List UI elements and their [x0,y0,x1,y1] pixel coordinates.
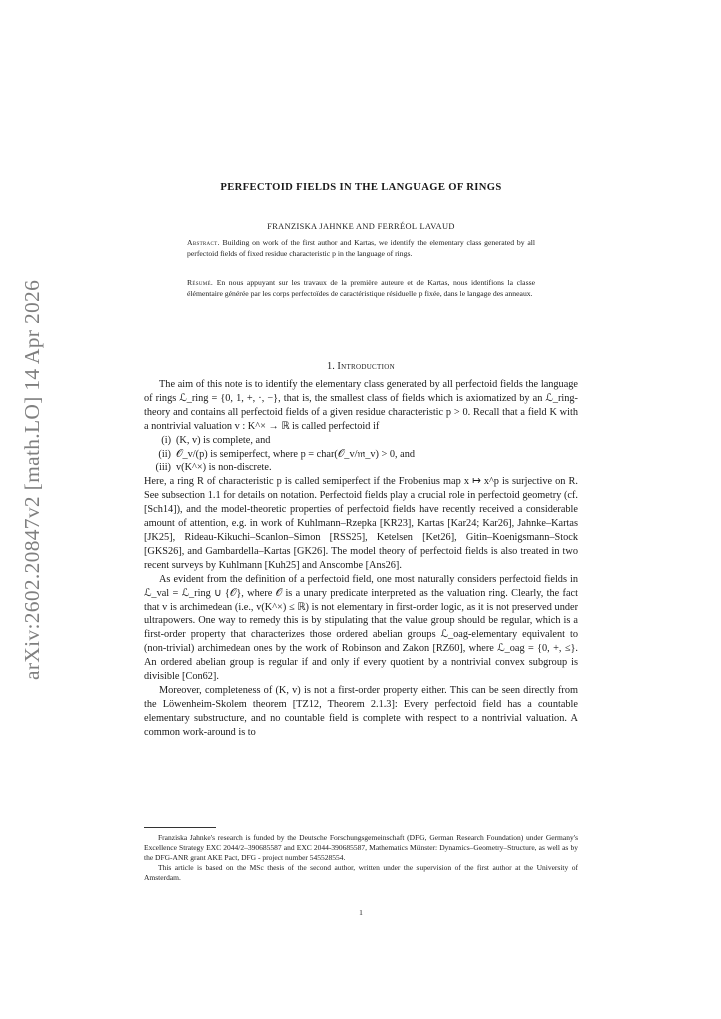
footnotes [144,827,578,883]
paragraph-1: The aim of this note is to identify the elementary class generated by all perfectoid fields the language of rings ℒ_ring = {0, 1, +, ·, −}, that is, the smallest class of fields which is axiomatized by an ℒ_ring-theory and contains all perfectoid fields of a given residue characteristic p > 0. Recall that a field K with a nontrivial valuation v : K^× → ℝ is called perfectoid if [144,379,578,432]
list-item-number: (i) [161,434,171,446]
definition-list [144,434,578,476]
footnote-thesis: This article is based on the MSc thesis of the second author, written under the supervision of the first author at the University of Amsterdam. [144,862,578,882]
resume-text: En nous appuyant sur les travaux de la première auteure et de Kartas, nous identifions la classe élémentaire générée par les corps perfectoïdes de caractéristique résiduelle p fixée, dans le langage des anneaux. [187,278,535,298]
list-item-number: (ii) [158,448,171,460]
abstract-label: Abstract. [187,238,220,247]
list-item-text: 𝒪_v/(p) is semiperfect, where p = char(𝒪_v/𝔪_v) > 0, and [176,448,416,460]
paragraph-4: Moreover, completeness of (K, v) is not a first-order property either. This can be seen directly from the Löwenheim-Skolem theorem [TZ12, Theorem 2.1.3]: Every perfectoid field has a countable elementary substructure, and no countable field is complete with respect to a nontrivial valuation. A common work-around is to [144,684,578,738]
list-item [144,434,578,448]
paragraph-3: As evident from the definition of a perfectoid field, one most naturally considers perfectoid fields in ℒ_val = ℒ_ring ∪ {𝒪}, where 𝒪 is a unary predicate interpreted as the valuation ring. Clearly, the fact that v is archimedean (i.e., v(K^×) ≤ ℝ) is not elementary in first-order logic, as it is not preserved under ultrapowers. One way to remedy this is by stipulating that the value group should be regular, which is a first-order property that characterizes those ordered abelian groups ℒ_oag-elementary equivalent to (non-trivial) archimedean ones by the work of Robinson and Zakon [RZ60], where ℒ_oag = {0, +, ≤}. An ordered abelian group is regular if and only if every quotient by a nontrivial convex subgroup is divisible [Con62]. [144,573,578,683]
paragraph-2: Here, a ring R of characteristic p is called semiperfect if the Frobenius map x ↦ x^p is surjective on R. See subsection 1.1 for details on notation. Perfectoid fields play a crucial role in perfectoid geometry (cf. [Sch14]), and the model-theoretic properties of perfectoid fields have recently received a considerable amount of attention, e.g. in work of Kuhlmann–Rzepka [KR23], Kartas [Kar24; Kar26], Jahnke–Kartas [JK25], Rideau-Kikuchi–Scanlon–Simon [RSS25], Ketelsen [Ket26], Gitin–Koenigsmann–Stock [GKS26], and Gambardella–Kartas [GK26]. The model theory of perfectoid fields is also treated in two recent surveys by Kuhlmann [Kuh25] and Anscombe [Ans26]. [144,476,578,571]
list-item [144,448,578,462]
paper-authors: FRANZISKA JAHNKE AND FERRÉOL LAVAUD [267,222,455,231]
abstract-text: Building on work of the first author and Kartas, we identify the elementary class generated by all perfectoid fields of fixed residue characteristic p in the language of rings. [187,238,536,258]
list-item [144,461,578,475]
section-number: 1. [327,361,335,372]
resume-label: Résumé. [187,278,214,287]
page-number: 1 [359,908,363,917]
section-heading [144,360,578,374]
footnote-rule [144,827,216,828]
abstract-french [187,278,535,300]
list-item-text: (K, v) is complete, and [176,434,271,446]
section-body [144,378,578,740]
arxiv-identifier: arXiv:2602.20847v2 [math.LO] 14 Apr 2026 [20,279,44,680]
footnote-funding: Franziska Jahnke's research is funded by the Deutsche Forschungsgemeinschaft (DFG, German Research Foundation) under Germany's Excellence Strategy EXC 2044/2–390685587 and EXC 2044-390685587, Mathematics Münster: Dynamics–Geometry–Structure, as well as by the DFG-ANR grant AKE Pact, DFG - project number 545528554. [144,833,578,862]
list-item-number: (iii) [155,462,171,474]
section-title: Introduction [337,361,395,372]
paper-title: PERFECTOID FIELDS IN THE LANGUAGE OF RINGS [220,182,502,193]
abstract-english [187,238,535,260]
list-item-text: v(K^×) is non-discrete. [176,462,272,474]
